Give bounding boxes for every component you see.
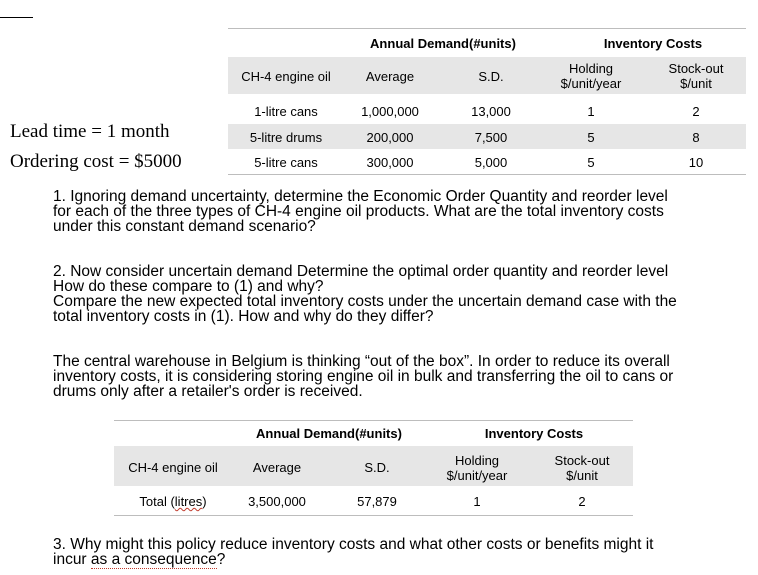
question-1-line: for each of the three types of CH-4 engine oil products. What are the total inventory costs: [53, 203, 664, 220]
context-line: drums only after a retailer's order is received.: [53, 383, 363, 400]
question-1-line: under this constant demand scenario?: [53, 218, 316, 235]
table-cell: 57,879: [357, 494, 397, 509]
bulk-demand-cost-table: [114, 420, 633, 517]
col-header-product: CH-4 engine oil: [241, 69, 331, 84]
col-header-holding: [546, 61, 636, 91]
table-cell: 5: [587, 155, 595, 170]
table-cell: 5-litre drums: [249, 130, 323, 145]
col-header-stockout-line2: $/unit: [566, 468, 598, 483]
table-cell: 5: [587, 130, 595, 145]
col-header-sd: S.D.: [478, 69, 504, 84]
question-3-line: 3. Why might this policy reduce inventory costs and what other costs or benefits might it: [53, 536, 654, 553]
table-cell: 200,000: [366, 130, 414, 145]
question-3-prefix: incur: [53, 551, 91, 568]
table-cell: 3,500,000: [248, 494, 306, 509]
table-cell: 5,000: [474, 155, 508, 170]
context-line: inventory costs, it is considering storing engine oil in bulk and transferring the oil to cans or: [53, 368, 674, 385]
table-cell: 300,000: [366, 155, 414, 170]
table-cell: 1: [473, 494, 481, 509]
col-header-stockout-line2: $/unit: [680, 76, 712, 91]
table-cell: 1,000,000: [361, 104, 419, 119]
question-2: [53, 264, 753, 324]
col-header-product: CH-4 engine oil: [128, 460, 218, 475]
total-label-suffix: ): [202, 494, 207, 509]
total-litres-cell: [114, 494, 232, 509]
top-left-rule: [0, 17, 33, 18]
question-1: [53, 189, 753, 234]
table-rule: [228, 174, 746, 175]
group-header-demand: Annual Demand(#units): [370, 36, 516, 51]
question-3-line-2: [53, 552, 753, 567]
table-cell: 1-litre cans: [254, 104, 318, 119]
col-header-stockout-line1: Stock-out: [668, 61, 724, 76]
col-header-holding-line2: $/unit/year: [560, 76, 622, 91]
col-header-holding-line2: $/unit/year: [446, 468, 508, 483]
col-header-holding-line1: Holding: [454, 453, 500, 468]
col-header-holding: [432, 453, 522, 483]
ordering-cost-note: Ordering cost = $5000: [10, 151, 182, 172]
group-header-costs: Inventory Costs: [484, 426, 584, 441]
table-cell: 1: [587, 104, 595, 119]
col-header-sd: S.D.: [364, 460, 390, 475]
table-cell: 8: [692, 130, 700, 145]
table-rule: [228, 28, 746, 29]
col-header-average: Average: [252, 460, 302, 475]
question-2-line: How do these compare to (1) and why?: [53, 278, 324, 295]
table-cell: 10: [688, 155, 704, 170]
demand-cost-table: [228, 28, 746, 176]
col-header-average: Average: [365, 69, 415, 84]
litres-spellcheck-word: litres: [174, 494, 203, 509]
context-paragraph: [53, 354, 753, 399]
total-label-prefix: Total (: [139, 494, 175, 509]
table-cell: 2: [578, 494, 586, 509]
table-rule: [114, 515, 633, 516]
grammar-flagged-phrase: as a consequence: [90, 551, 217, 568]
col-header-stockout-line1: Stock-out: [554, 453, 610, 468]
context-line: The central warehouse in Belgium is thinking “out of the box”. In order to reduce its overall: [53, 353, 670, 370]
table-rule: [114, 420, 633, 421]
question-2-line: Compare the new expected total inventory costs under the uncertain demand case with the: [53, 293, 677, 310]
question-2-line: 2. Now consider uncertain demand Determine the optimal order quantity and reorder level: [53, 263, 669, 280]
col-header-holding-line1: Holding: [568, 61, 614, 76]
table-cell: 13,000: [471, 104, 511, 119]
table-cell: 2: [692, 104, 700, 119]
table-cell: 5-litre cans: [254, 155, 318, 170]
col-header-stockout: [532, 453, 632, 483]
col-header-stockout: [646, 61, 746, 91]
table-cell: 7,500: [474, 130, 508, 145]
question-3-end: ?: [216, 551, 226, 568]
group-header-demand: Annual Demand(#units): [256, 426, 402, 441]
question-2-line: total inventory costs in (1). How and why do they differ?: [53, 308, 434, 325]
lead-time-note: Lead time = 1 month: [10, 121, 170, 142]
question-3: [53, 537, 753, 567]
question-1-line: 1. Ignoring demand uncertainty, determine the Economic Order Quantity and reorder level: [53, 188, 668, 205]
group-header-costs: Inventory Costs: [603, 36, 703, 51]
